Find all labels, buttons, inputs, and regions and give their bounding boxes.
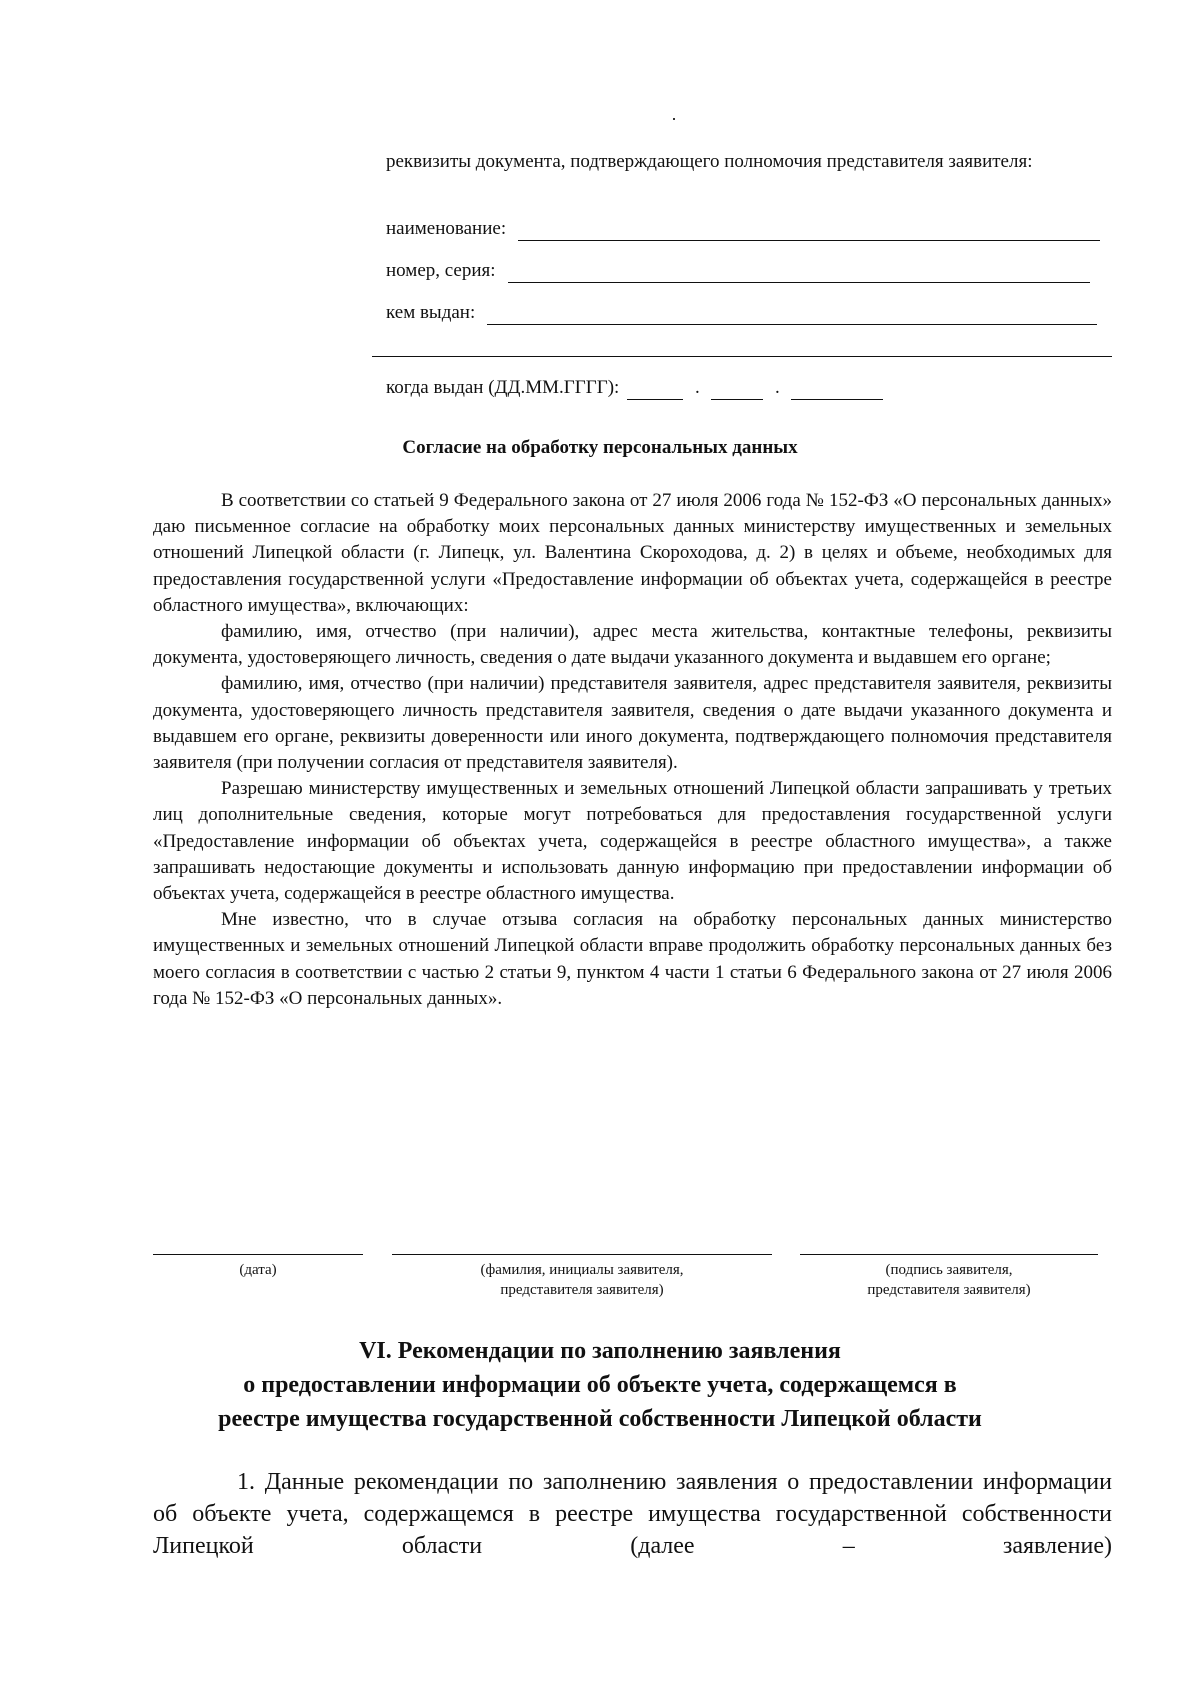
name-caption	[392, 1260, 772, 1300]
issue-date-separator: .	[774, 377, 780, 398]
consent-paragraph: Разрешаю министерству имущественных и земельных отношений Липецкой области запрашивать у третьих лиц дополнительные сведения, которые могут потребоваться для предоставления государственной услуги «Предоставление информации об объектах учета, содержащейся в реестре областного имущества», а также запрашивать недостающие документы и использовать данную информацию при предоставлении информации об объектах учета, содержащейся в реестре областного имущества.	[153, 778, 1112, 905]
date-caption	[153, 1260, 363, 1280]
issue-date-separator: .	[694, 377, 700, 398]
name-caption-line-1: (фамилия, инициалы заявителя,	[480, 1262, 684, 1278]
recommendation-item-1: 1. Данные рекомендации по заполнению заявления о предоставлении информации об объекте учета, содержащемся в реестре имущества государственной собственности Липецкой области (далее – заявление)	[153, 1469, 1112, 1559]
document-issuer-label: кем выдан:	[386, 302, 476, 323]
section-title-line-1: VI. Рекомендации по заполнению заявления	[359, 1338, 841, 1364]
requisites-intro: реквизиты документа, подтверждающего полномочия представителя заявителя:	[386, 151, 1033, 172]
representative-document-requisites	[386, 150, 1112, 174]
signature-caption	[800, 1260, 1098, 1300]
issue-date-year-blank	[791, 381, 883, 400]
document-number-field	[386, 259, 1090, 283]
scan-speck	[673, 118, 675, 120]
issue-date-field	[386, 376, 883, 400]
signature-caption-line-2: представителя заявителя)	[867, 1282, 1031, 1298]
document-number-label: номер, серия:	[386, 260, 496, 281]
document-number-blank	[508, 264, 1090, 283]
consent-title: Согласие на обработку персональных данных	[402, 437, 798, 458]
date-caption-text: (дата)	[239, 1262, 277, 1278]
name-signature-line	[392, 1254, 772, 1255]
issue-date-month-blank	[711, 381, 763, 400]
issue-date-day-blank	[627, 381, 683, 400]
section-title	[0, 1334, 1200, 1436]
recommendations-text	[153, 1466, 1112, 1562]
date-signature-line	[153, 1254, 363, 1255]
issue-date-label: когда выдан (ДД.ММ.ГГГГ):	[386, 377, 620, 398]
signature-caption-line-1: (подпись заявителя,	[885, 1262, 1013, 1278]
document-issuer-blank	[487, 306, 1097, 325]
document-name-field	[386, 217, 1100, 241]
consent-paragraph: Мне известно, что в случае отзыва согласия на обработку персональных данных министерство имущественных и земельных отношений Липецкой области вправе продолжить обработку персональных данных без моего согласия в соответствии с частью 2 статьи 9, пунктом 4 части 1 статьи 6 Федерального закона от 27 июля 2006 года № 152-ФЗ «О персональных данных».	[153, 909, 1112, 1009]
consent-paragraph: фамилию, имя, отчество (при наличии), адрес места жительства, контактные телефоны, реквизиты документа, удостоверяющего личность, сведения о дате выдачи указанного документа и выдавшем его органе;	[153, 621, 1112, 669]
name-caption-line-2: представителя заявителя)	[500, 1282, 664, 1298]
consent-paragraph: В соответствии со статьей 9 Федерального закона от 27 июля 2006 года № 152-ФЗ «О персональных данных» даю письменное согласие на обработку моих персональных данных министерству имущественных и земельных отношений Липецкой области (г. Липецк, ул. Валентина Скороходова, д. 2) в целях и объеме, необходимых для предоставления государственной услуги «Предоставление информации об объектах учета, содержащейся в реестре областного имущества», включающих:	[153, 490, 1112, 616]
document-issuer-field	[386, 301, 1097, 325]
consent-text	[153, 488, 1112, 1012]
section-title-line-3: реестре имущества государственной собственности Липецкой области	[218, 1406, 982, 1432]
consent-paragraph: фамилию, имя, отчество (при наличии) представителя заявителя, адрес представителя заявителя, реквизиты документа, удостоверяющего личность представителя заявителя, сведения о дате выдачи указанного документа и выдавшем его органе, реквизиты доверенности или иного документа, подтверждающего полномочия представителя заявителя (при получении согласия от представителя заявителя).	[153, 673, 1112, 774]
document-issuer-blank-continued	[372, 356, 1112, 357]
document-name-label: наименование:	[386, 218, 507, 239]
signature-line	[800, 1254, 1098, 1255]
section-title-line-2: о предоставлении информации об объекте учета, содержащемся в	[243, 1372, 957, 1398]
document-name-blank	[518, 222, 1100, 241]
